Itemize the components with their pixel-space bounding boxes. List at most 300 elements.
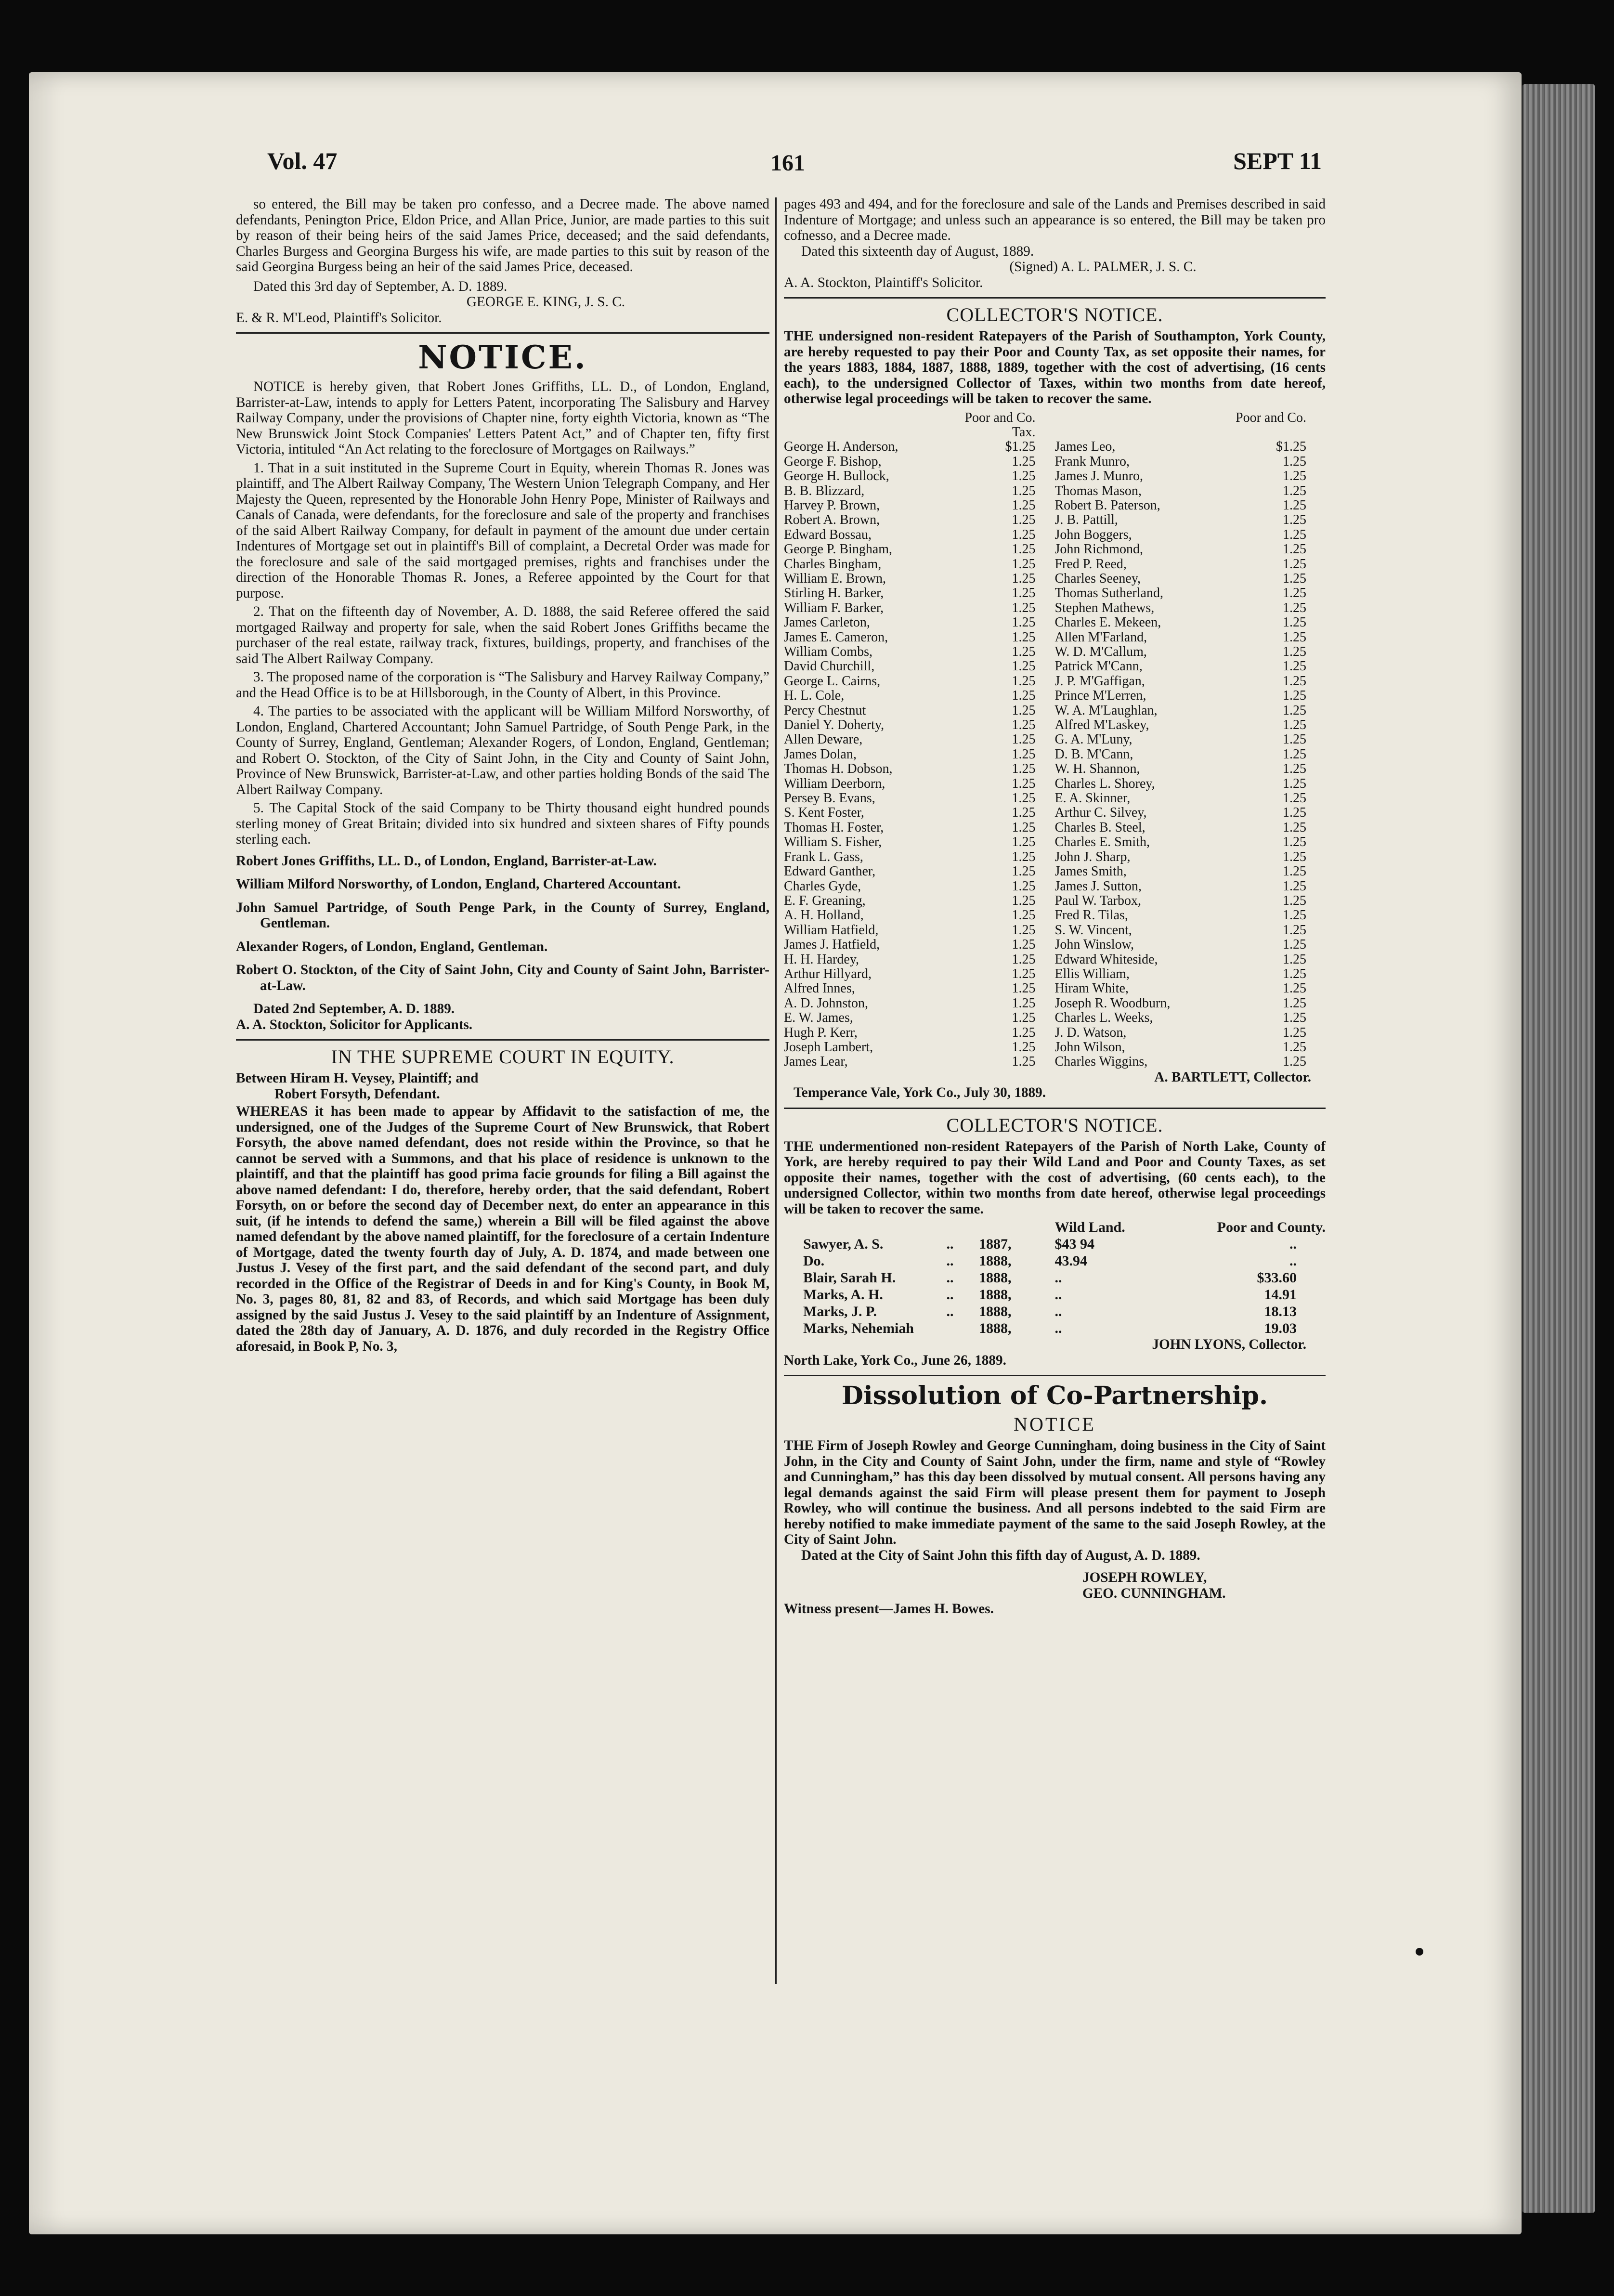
court-heading: IN THE SUPREME COURT IN EQUITY. bbox=[331, 1046, 675, 1068]
dissolution-heading: Dissolution of Co-Partnership. bbox=[841, 1381, 1268, 1411]
ratepayer-name: Marks, J. P. bbox=[803, 1304, 877, 1320]
dated-line: Dated this 3rd day of September, A. D. 1889. bbox=[253, 278, 508, 294]
section-rule bbox=[784, 297, 1326, 299]
court-order-text: WHEREAS it has been made to appear by Affidavit to the satisfaction of me, the undersigned, one of the Judges of the Supreme Court of New Brunswick, that Robert Forsyth, the above named defendant, does not reside within the Province, so that he cannot be served with a Summons, and that his place of residence is unknown to the plaintiff, and that the plaintiff has good prima facie grounds for filing a Bill against the above named defendant: I do, therefore, hereby order, that the said defendant, Robert Forsyth, on or before the second day of December next, do enter an appearance in this suit, (if he intends to defend the same,) wherein a Bill will be filed against the above named defendant by the above named plaintiff, for the foreclosure of a certain Indenture of Mortgage, dated the twenty fourth day of July, A. D. 1874, and made between one Justus J. Vesey of the first part, and the said defendant of the second part, and duly recorded in the Office of the Registrar of Deeds in and for King's County, in Book M, No. 3, pages 80, 81, 82 and 83, of Records, and which said Mortgage has been duly assigned by the said Justus J. Vesey to the said plaintiff by an Indenture of Assignment, dated the 28th day of January, A. D. 1876, and duly recorded in the Registry Office aforesaid, in Book P, No. 3, bbox=[236, 1104, 769, 1354]
ratepayer-name: Edward Whiteside, bbox=[1054, 952, 1158, 967]
ratepayer-name: Marks, Nehemiah bbox=[803, 1320, 914, 1337]
wild-land-amount: .. bbox=[1054, 1287, 1062, 1303]
ratepayer-name: Arthur C. Silvey, bbox=[1054, 805, 1147, 821]
tax-amount: 1.25 bbox=[1283, 512, 1306, 528]
collector-2-place: North Lake, York Co., June 26, 1889. bbox=[784, 1352, 1006, 1368]
tax-amount: 1.25 bbox=[1012, 542, 1036, 557]
ratepayer-name: Paul W. Tarbox, bbox=[1054, 893, 1141, 908]
table-row bbox=[784, 732, 1326, 747]
ratepayer-name: John Richmond, bbox=[1054, 542, 1143, 557]
solicitor-line: E. & R. M'Leod, Plaintiff's Solicitor. bbox=[236, 310, 442, 326]
tax-amount: 1.25 bbox=[1012, 497, 1036, 513]
ratepayer-name: Charles E. Smith, bbox=[1054, 835, 1150, 850]
ditto-mark: .. bbox=[946, 1236, 954, 1252]
table-row bbox=[784, 704, 1326, 718]
court-solicitor: A. A. Stockton, Plaintiff's Solicitor. bbox=[784, 274, 983, 290]
tax-amount: 1.25 bbox=[1283, 1054, 1306, 1070]
ratepayer-name: William Deerborn, bbox=[784, 776, 885, 791]
issue-date: SEPT 11 bbox=[1233, 147, 1322, 174]
tax-amount: 1.25 bbox=[1283, 586, 1306, 601]
tax-amount: 1.25 bbox=[1012, 952, 1036, 967]
table-row bbox=[784, 908, 1326, 923]
ratepayer-name: Charles Bingham, bbox=[784, 556, 882, 572]
ratepayer-name: James Carleton, bbox=[784, 615, 870, 630]
ratepayer-name: A. D. Johnston, bbox=[784, 995, 869, 1011]
page-header bbox=[267, 147, 1322, 190]
ditto-mark: .. bbox=[946, 1304, 954, 1320]
wild-land-amount: .. bbox=[1054, 1304, 1062, 1320]
tax-amount: 1.25 bbox=[1283, 629, 1306, 645]
ratepayer-name: S. W. Vincent, bbox=[1054, 922, 1132, 938]
ratepayer-name: J. B. Pattill, bbox=[1054, 512, 1118, 528]
ratepayer-name: Thomas H. Foster, bbox=[784, 820, 884, 835]
tax-amount: 1.25 bbox=[1012, 454, 1036, 469]
ratepayer-name: Stephen Mathews, bbox=[1054, 600, 1155, 615]
tax-amount: 1.25 bbox=[1283, 615, 1306, 630]
tax-amount: 1.25 bbox=[1283, 908, 1306, 923]
col-head-poor: Poor and Co. bbox=[964, 410, 1036, 425]
right-column bbox=[784, 196, 1326, 1617]
notice-item-1: 1. That in a suit instituted in the Supreme Court in Equity, wherein Thomas R. Jones was plaintiff, and The Albert Railway Company, The Western Union Telegraph Company, and Her Majesty the Queen, represented by the Honorable John Henry Pope, Minister of Railways and Canals of Canada, were defendants, for the foreclosure and sale of the property and franchises of the said Albert Railway Company, for default in payment of the amount due under certain Indentures of Mortgage set out in plaintiff's Bill of complaint, a Decretal Order was made for the foreclosure and sale of the said mortgaged premises, rights and franchises under the direction of the Honorable Thomas R. Jones, a Referee appointed by the Court for that purpose. bbox=[236, 460, 769, 601]
tax-amount: 1.25 bbox=[1283, 820, 1306, 835]
ratepayer-name: James Leo, bbox=[1054, 439, 1116, 455]
ratepayer-name: G. A. M'Luny, bbox=[1054, 732, 1132, 747]
ditto-mark: .. bbox=[946, 1253, 954, 1269]
table-row bbox=[784, 659, 1326, 674]
tax-amount: 1.25 bbox=[1012, 864, 1036, 879]
tax-amount: $1.25 bbox=[1276, 439, 1306, 455]
ditto-mark bbox=[947, 1320, 979, 1337]
ratepayer-name: J. D. Watson, bbox=[1054, 1025, 1127, 1040]
ratepayer-name: Charles L. Shorey, bbox=[1054, 776, 1155, 791]
ratepayer-name: George P. Bingham, bbox=[784, 542, 893, 557]
tax-amount: 1.25 bbox=[1283, 966, 1306, 981]
tax-amount: 1.25 bbox=[1012, 600, 1036, 615]
tax-amount: 1.25 bbox=[1012, 469, 1036, 484]
tax-amount: 1.25 bbox=[1012, 922, 1036, 938]
ratepayer-name: Robert B. Paterson, bbox=[1054, 497, 1160, 513]
table-row bbox=[784, 542, 1326, 557]
court-dated: Dated this sixteenth day of August, 1889. bbox=[801, 243, 1034, 259]
tax-amount: 1.25 bbox=[1283, 556, 1306, 572]
tax-amount: 1.25 bbox=[1012, 908, 1036, 923]
court-signed: (Signed) A. L. PALMER, J. S. C. bbox=[1009, 259, 1197, 274]
table-row bbox=[784, 689, 1326, 703]
ratepayer-name: Do. bbox=[803, 1253, 825, 1269]
ratepayer-name: S. Kent Foster, bbox=[784, 805, 864, 821]
tax-amount: 1.25 bbox=[1012, 512, 1036, 528]
page-stack-edge bbox=[1523, 84, 1595, 2213]
ratepayer-name: James Dolan, bbox=[784, 746, 857, 762]
ink-spot bbox=[1416, 1948, 1423, 1956]
table-row bbox=[784, 484, 1326, 498]
court-parties-2: Robert Forsyth, Defendant. bbox=[274, 1086, 440, 1102]
wild-land-amount: .. bbox=[1054, 1320, 1062, 1337]
ratepayer-name: Hugh P. Kerr, bbox=[784, 1025, 858, 1040]
table-row bbox=[784, 981, 1326, 996]
table-row bbox=[784, 791, 1326, 806]
ratepayer-name: Charles E. Mekeen, bbox=[1054, 615, 1161, 630]
table-row bbox=[784, 1040, 1326, 1055]
ditto-mark: .. bbox=[946, 1270, 954, 1286]
ratepayer-name: Joseph R. Woodburn, bbox=[1054, 995, 1171, 1011]
ratepayer-name: W. H. Shannon, bbox=[1054, 761, 1140, 777]
table-row bbox=[784, 557, 1326, 572]
tax-amount: 1.25 bbox=[1012, 732, 1036, 747]
table-row bbox=[784, 864, 1326, 879]
collector-notice-2-heading: COLLECTOR'S NOTICE. bbox=[946, 1114, 1163, 1136]
tax-amount: 1.25 bbox=[1012, 835, 1036, 850]
table-row bbox=[784, 821, 1326, 835]
tax-amount: 1.25 bbox=[1012, 746, 1036, 762]
tax-amount: 1.25 bbox=[1283, 893, 1306, 908]
poor-county-amount: .. bbox=[1289, 1236, 1297, 1252]
tax-amount: 1.25 bbox=[1012, 1025, 1036, 1040]
notice-dated: Dated 2nd September, A. D. 1889. bbox=[253, 1001, 455, 1017]
tax-amount: 1.25 bbox=[1283, 937, 1306, 952]
notice-item-3: 3. The proposed name of the corporation is “The Salisbury and Harvey Railway Company,” and the Head Office is to be at Hillsborough, in the County of Albert, in this Province. bbox=[236, 669, 769, 701]
ratepayer-name: William S. Fisher, bbox=[784, 835, 882, 850]
ratepayer-name: William Combs, bbox=[784, 644, 872, 659]
section-rule bbox=[236, 1039, 769, 1041]
col-head-tax: Tax. bbox=[1012, 424, 1036, 440]
ratepayer-name: H. H. Hardey, bbox=[784, 952, 859, 967]
ratepayer-name: Charles Seeney, bbox=[1054, 571, 1141, 586]
tax-amount: 1.25 bbox=[1012, 571, 1036, 586]
tax-amount: 1.25 bbox=[1283, 497, 1306, 513]
ratepayer-name: Marks, A. H. bbox=[803, 1287, 883, 1303]
collector-notice-1-heading: COLLECTOR'S NOTICE. bbox=[946, 304, 1163, 326]
table-row bbox=[784, 601, 1326, 615]
tax-amount: 1.25 bbox=[1283, 644, 1306, 659]
ratepayer-name: A. H. Holland, bbox=[784, 908, 864, 923]
tax-amount: 1.25 bbox=[1283, 922, 1306, 938]
ratepayer-name: Blair, Sarah H. bbox=[803, 1270, 896, 1286]
court-parties-1: Between Hiram H. Veysey, Plaintiff; and bbox=[236, 1070, 479, 1086]
ratepayer-name: James E. Cameron, bbox=[784, 629, 888, 645]
tax-amount: 1.25 bbox=[1283, 659, 1306, 674]
ratepayer-name: James J. Hatfield, bbox=[784, 937, 880, 952]
tax-amount: $1.25 bbox=[1005, 439, 1036, 455]
collector-notice-1-body: THE undersigned non-resident Ratepayers of the Parish of Southampton, York County, are hereby requested to pay their Poor and County Tax, as set opposite their names, for the years 1883, 1884, 1887, 1888, 1889, together with the cost of advertising, (16 cents each), to the undersigned Collector of Taxes, within two months from date hereof, otherwise legal proceedings will be taken to recover the same. bbox=[784, 328, 1326, 406]
poor-county-amount: .. bbox=[1289, 1253, 1297, 1269]
tax-amount: 1.25 bbox=[1283, 732, 1306, 747]
table-row bbox=[784, 1286, 1326, 1303]
tax-amount: 1.25 bbox=[1012, 615, 1036, 630]
ratepayer-name: Frank Munro, bbox=[1054, 454, 1130, 469]
table-row bbox=[784, 455, 1326, 469]
notice-intro: NOTICE is hereby given, that Robert Jones Griffiths, LL. D., of London, England, Barrister-at-Law, intends to apply for Letters Patent, incorporating The Salisbury and Harvey Railway Company, under the provisions of Chapter nine, forty eighth Victoria, known as “The New Brunswick Joint Stock Companies' Letters Patent Act,” and of Chapter ten, fifty first Victoria, intituled “An Act relating to the foreclosure of Mortgages on Railways.” bbox=[236, 379, 769, 457]
tax-amount: 1.25 bbox=[1012, 1010, 1036, 1026]
tax-amount: 1.25 bbox=[1012, 718, 1036, 733]
ratepayer-name: Persey B. Evans, bbox=[784, 791, 875, 806]
tax-amount: 1.25 bbox=[1283, 981, 1306, 996]
tax-year: 1887, bbox=[979, 1236, 1012, 1252]
ratepayer-name: Daniel Y. Doherty, bbox=[784, 718, 885, 733]
tax-amount: 1.25 bbox=[1283, 952, 1306, 967]
tax-amount: 1.25 bbox=[1012, 995, 1036, 1011]
tax-amount: 1.25 bbox=[1283, 1010, 1306, 1026]
tax-amount: 1.25 bbox=[1283, 791, 1306, 806]
table-row bbox=[784, 762, 1326, 776]
tax-year: 1888, bbox=[979, 1304, 1012, 1320]
ratepayer-name: Harvey P. Brown, bbox=[784, 497, 880, 513]
ratepayer-name: Patrick M'Cann, bbox=[1054, 659, 1143, 674]
tax-amount: 1.25 bbox=[1012, 703, 1036, 718]
applicant-1: Robert Jones Griffiths, LL. D., of London, England, Barrister-at-Law. bbox=[236, 853, 657, 869]
tax-amount: 1.25 bbox=[1283, 761, 1306, 777]
tax-amount: 1.25 bbox=[1012, 966, 1036, 981]
ratepayer-name: E. F. Greaning, bbox=[784, 893, 866, 908]
tax-amount: 1.25 bbox=[1283, 1039, 1306, 1055]
tax-amount: 1.25 bbox=[1283, 995, 1306, 1011]
ratepayer-name: Alfred Innes, bbox=[784, 981, 855, 996]
ratepayer-name: Thomas Sutherland, bbox=[1054, 586, 1163, 601]
ratepayer-name: Fred R. Tilas, bbox=[1054, 908, 1128, 923]
applicant-2: William Milford Norsworthy, of London, England, Chartered Accountant. bbox=[236, 876, 681, 892]
dissolution-dated: Dated at the City of Saint John this fifth day of August, A. D. 1889. bbox=[801, 1547, 1200, 1563]
tax-amount: 1.25 bbox=[1012, 820, 1036, 835]
table-row bbox=[784, 835, 1326, 849]
ratepayer-name: E. A. Skinner, bbox=[1054, 791, 1131, 806]
tax-amount: 1.25 bbox=[1283, 718, 1306, 733]
tax-amount: 1.25 bbox=[1012, 805, 1036, 821]
applicant-3: John Samuel Partridge, of South Penge Park, in the County of Surrey, England, Gentleman. bbox=[236, 900, 769, 931]
judge-signature: GEORGE E. KING, J. S. C. bbox=[466, 294, 625, 310]
ratepayer-name: John Wilson, bbox=[1054, 1039, 1125, 1055]
ratepayer-name: H. L. Cole, bbox=[784, 688, 845, 704]
ratepayer-name: James Smith, bbox=[1054, 864, 1127, 879]
ratepayer-name: Charles Wiggins, bbox=[1054, 1054, 1148, 1070]
tax-amount: 1.25 bbox=[1012, 776, 1036, 791]
wild-land-amount: $43 94 bbox=[1054, 1236, 1094, 1252]
tax-amount: 1.25 bbox=[1283, 776, 1306, 791]
notice-heading: NOTICE. bbox=[418, 339, 587, 376]
table-row bbox=[784, 806, 1326, 820]
ratepayer-name: Arthur Hillyard, bbox=[784, 966, 872, 981]
ditto-mark: .. bbox=[946, 1287, 954, 1303]
poor-county-amount: 19.03 bbox=[1264, 1320, 1297, 1337]
table-row bbox=[784, 850, 1326, 864]
tax-amount: 1.25 bbox=[1283, 835, 1306, 850]
col-head-poor: Poor and Co. bbox=[1236, 410, 1306, 425]
ratepayer-name: D. B. M'Cann, bbox=[1054, 746, 1133, 762]
table-row bbox=[784, 938, 1326, 952]
dissolution-subheading: NOTICE bbox=[1014, 1413, 1096, 1435]
ratepayer-name: James Lear, bbox=[784, 1054, 848, 1070]
ratepayer-name: John Winslow, bbox=[1054, 937, 1134, 952]
poor-county-amount: 18.13 bbox=[1264, 1304, 1297, 1320]
collector-notice-2-body: THE undermentioned non-resident Ratepayers of the Parish of North Lake, County of York, are hereby required to pay their Wild Land and Poor and County Taxes, as set opposite their names, together with the cost of advertising, (60 cents each), to the undersigned Collector, within two months from date hereof, otherwise legal proceedings will be taken to recover the same. bbox=[784, 1138, 1326, 1217]
section-rule bbox=[236, 332, 769, 334]
ratepayer-name: Thomas Mason, bbox=[1054, 483, 1142, 498]
col-head-wild: Wild Land. bbox=[1054, 1219, 1125, 1236]
tax-amount: 1.25 bbox=[1012, 629, 1036, 645]
table-row bbox=[784, 630, 1326, 645]
ratepayer-name: Edward Ganther, bbox=[784, 864, 876, 879]
tax-amount: 1.25 bbox=[1012, 688, 1036, 704]
tax-amount: 1.25 bbox=[1012, 893, 1036, 908]
ratepayer-name: Sawyer, A. S. bbox=[803, 1236, 884, 1252]
table-row bbox=[784, 528, 1326, 542]
ratepayer-name: Prince M'Lerren, bbox=[1054, 688, 1146, 704]
tax-amount: 1.25 bbox=[1012, 791, 1036, 806]
ratepayer-name: William F. Barker, bbox=[784, 600, 884, 615]
table-row bbox=[784, 1269, 1326, 1286]
poor-county-amount: 14.91 bbox=[1264, 1287, 1297, 1303]
tax-amount: 1.25 bbox=[1283, 469, 1306, 484]
ratepayer-name: Fred P. Reed, bbox=[1054, 556, 1127, 572]
tax-amount: 1.25 bbox=[1283, 688, 1306, 704]
ratepayer-name: David Churchill, bbox=[784, 659, 875, 674]
table-row bbox=[784, 645, 1326, 659]
tax-amount: 1.25 bbox=[1012, 586, 1036, 601]
tax-amount: 1.25 bbox=[1283, 571, 1306, 586]
table-row bbox=[784, 1303, 1326, 1320]
table-row bbox=[784, 469, 1326, 483]
left-column bbox=[236, 196, 769, 1354]
table-row bbox=[784, 894, 1326, 908]
table-row bbox=[784, 1252, 1326, 1269]
ratepayer-name: Thomas H. Dobson, bbox=[784, 761, 893, 777]
ratepayer-name: Stirling H. Barker, bbox=[784, 586, 884, 601]
tax-amount: 1.25 bbox=[1283, 673, 1306, 689]
ratepayer-name: Frank L. Gass, bbox=[784, 849, 863, 864]
volume-label: Vol. 47 bbox=[267, 147, 338, 174]
ratepayer-name: E. W. James, bbox=[784, 1010, 853, 1026]
tax-amount: 1.25 bbox=[1283, 746, 1306, 762]
page-number: 161 bbox=[770, 150, 805, 176]
ratepayer-name: Charles B. Steel, bbox=[1054, 820, 1145, 835]
ratepayer-name: Charles L. Weeks, bbox=[1054, 1010, 1153, 1026]
tax-amount: 1.25 bbox=[1012, 483, 1036, 498]
tax-amount: 1.25 bbox=[1012, 981, 1036, 996]
table-row bbox=[784, 747, 1326, 762]
tax-amount: 1.25 bbox=[1283, 483, 1306, 498]
ratepayer-name: W. A. M'Laughlan, bbox=[1054, 703, 1158, 718]
tax-amount: 1.25 bbox=[1012, 1039, 1036, 1055]
ratepayer-name: B. B. Blizzard, bbox=[784, 483, 865, 498]
tax-amount: 1.25 bbox=[1283, 454, 1306, 469]
tax-amount: 1.25 bbox=[1283, 527, 1306, 542]
ratepayer-name: John Boggers, bbox=[1054, 527, 1132, 542]
ratepayer-name: William E. Brown, bbox=[784, 571, 886, 586]
ratepayer-table bbox=[784, 411, 1326, 1070]
ratepayer-name: Percy Chestnut bbox=[784, 703, 866, 718]
table-row bbox=[784, 1236, 1326, 1252]
col-head-poor-county: Poor and County. bbox=[1217, 1219, 1326, 1236]
wild-land-amount: 43.94 bbox=[1054, 1253, 1087, 1269]
tax-year: 1888, bbox=[979, 1320, 1012, 1337]
tax-amount: 1.25 bbox=[1012, 937, 1036, 952]
signatory-1: JOSEPH ROWLEY, bbox=[1082, 1570, 1207, 1586]
table-row bbox=[784, 615, 1326, 630]
continued-notice-text: so entered, the Bill may be taken pro confesso, and a Decree made. The above named defendants, Penington Price, Eldon Price, and Allan Price, Junior, are made parties to this suit by reason of their being heirs of the said James Price, deceased; and the said defendants, Charles Burgess and Georgina Burgess his wife, are made parties to this suit by reason of the said Georgina Burgess being an heir of the said James Price, deceased. bbox=[236, 196, 769, 274]
ratepayer-name: James J. Sutton, bbox=[1054, 878, 1142, 894]
ratepayer-name: James J. Munro, bbox=[1054, 469, 1143, 484]
ratepayer-name: Edward Bossau, bbox=[784, 527, 872, 542]
table-row bbox=[784, 923, 1326, 938]
table-row bbox=[784, 674, 1326, 689]
table-row bbox=[784, 1011, 1326, 1025]
witness-line: Witness present—James H. Bowes. bbox=[784, 1601, 994, 1617]
ratepayer-name: W. D. M'Callum, bbox=[1054, 644, 1147, 659]
tax-amount: 1.25 bbox=[1012, 849, 1036, 864]
ratepayer-name: Joseph Lambert, bbox=[784, 1039, 873, 1055]
table-row bbox=[784, 513, 1326, 527]
ratepayer-name: George H. Anderson, bbox=[784, 439, 898, 455]
table-row bbox=[784, 1055, 1326, 1069]
ratepayer-name: George H. Bullock, bbox=[784, 469, 889, 484]
tax-amount: 1.25 bbox=[1012, 527, 1036, 542]
tax-amount: 1.25 bbox=[1012, 878, 1036, 894]
continued-court-text: pages 493 and 494, and for the foreclosure and sale of the Lands and Premises described in said Indenture of Mortgage; and unless such an appearance is so entered, the Bill may be taken pro cofnesso, and a Decree made. bbox=[784, 196, 1326, 243]
tax-amount: 1.25 bbox=[1283, 1025, 1306, 1040]
tax-amount: 1.25 bbox=[1012, 673, 1036, 689]
ratepayer-name: George F. Bishop, bbox=[784, 454, 882, 469]
section-rule bbox=[784, 1108, 1326, 1109]
tax-amount: 1.25 bbox=[1012, 644, 1036, 659]
north-lake-table bbox=[784, 1219, 1326, 1337]
tax-amount: 1.25 bbox=[1012, 556, 1036, 572]
ratepayer-name: Alfred M'Laskey, bbox=[1054, 718, 1149, 733]
ratepayer-name: J. P. M'Gaffigan, bbox=[1054, 673, 1145, 689]
ratepayer-name: Allen Deware, bbox=[784, 732, 863, 747]
table-row bbox=[784, 586, 1326, 600]
collector-2-signature: JOHN LYONS, Collector. bbox=[1152, 1337, 1306, 1353]
ratepayer-name: William Hatfield, bbox=[784, 922, 879, 938]
column-divider bbox=[775, 197, 777, 1984]
tax-amount: 1.25 bbox=[1283, 542, 1306, 557]
tax-amount: 1.25 bbox=[1283, 600, 1306, 615]
tax-amount: 1.25 bbox=[1012, 1054, 1036, 1070]
applicant-4: Alexander Rogers, of London, England, Gentleman. bbox=[236, 939, 548, 954]
tax-amount: 1.25 bbox=[1012, 659, 1036, 674]
tax-amount: 1.25 bbox=[1283, 805, 1306, 821]
notice-item-5: 5. The Capital Stock of the said Company to be Thirty thousand eight hundred pounds sterling money of Great Britain; divided into six hundred and sixteen shares of Fifty pounds sterling each. bbox=[236, 800, 769, 847]
ratepayer-name: Charles Gyde, bbox=[784, 878, 861, 894]
ratepayer-name: John J. Sharp, bbox=[1054, 849, 1131, 864]
table-row bbox=[784, 440, 1326, 454]
tax-amount: 1.25 bbox=[1283, 878, 1306, 894]
tax-amount: 1.25 bbox=[1012, 761, 1036, 777]
ratepayer-name: Robert A. Brown, bbox=[784, 512, 880, 528]
notice-item-4: 4. The parties to be associated with the applicant will be William Milford Norsworthy, of London, England, Chartered Accountant; John Samuel Partridge, of South Penge Park, in the County of Surrey, England, Gentleman; Alexander Rogers, of London, England, Gentleman; and Robert O. Stockton, of the City of Saint John, in the City and County of Saint John, Province of New Brunswick, Barrister-at-Law, and other parties holding Bonds of the said The Albert Railway Company. bbox=[236, 704, 769, 797]
tax-year: 1888, bbox=[979, 1270, 1012, 1286]
tax-amount: 1.25 bbox=[1283, 703, 1306, 718]
applicant-5: Robert O. Stockton, of the City of Saint John, City and County of Saint John, Barrister-at-Law. bbox=[236, 962, 769, 993]
table-row bbox=[784, 952, 1326, 967]
ratepayer-name: Ellis William, bbox=[1054, 966, 1130, 981]
table-row bbox=[784, 572, 1326, 586]
tax-year: 1888, bbox=[979, 1253, 1012, 1269]
collector-1-place: Temperance Vale, York Co., July 30, 1889. bbox=[794, 1085, 1046, 1101]
table-row bbox=[784, 967, 1326, 981]
table-row bbox=[784, 879, 1326, 894]
collector-1-signature: A. BARTLETT, Collector. bbox=[1154, 1069, 1311, 1085]
ratepayer-name: George L. Cairns, bbox=[784, 673, 881, 689]
ratepayer-name: Allen M'Farland, bbox=[1054, 629, 1147, 645]
ratepayer-name: Hiram White, bbox=[1054, 981, 1129, 996]
notice-solicitor: A. A. Stockton, Solicitor for Applicants. bbox=[236, 1017, 473, 1032]
tax-amount: 1.25 bbox=[1283, 849, 1306, 864]
table-row bbox=[784, 996, 1326, 1011]
